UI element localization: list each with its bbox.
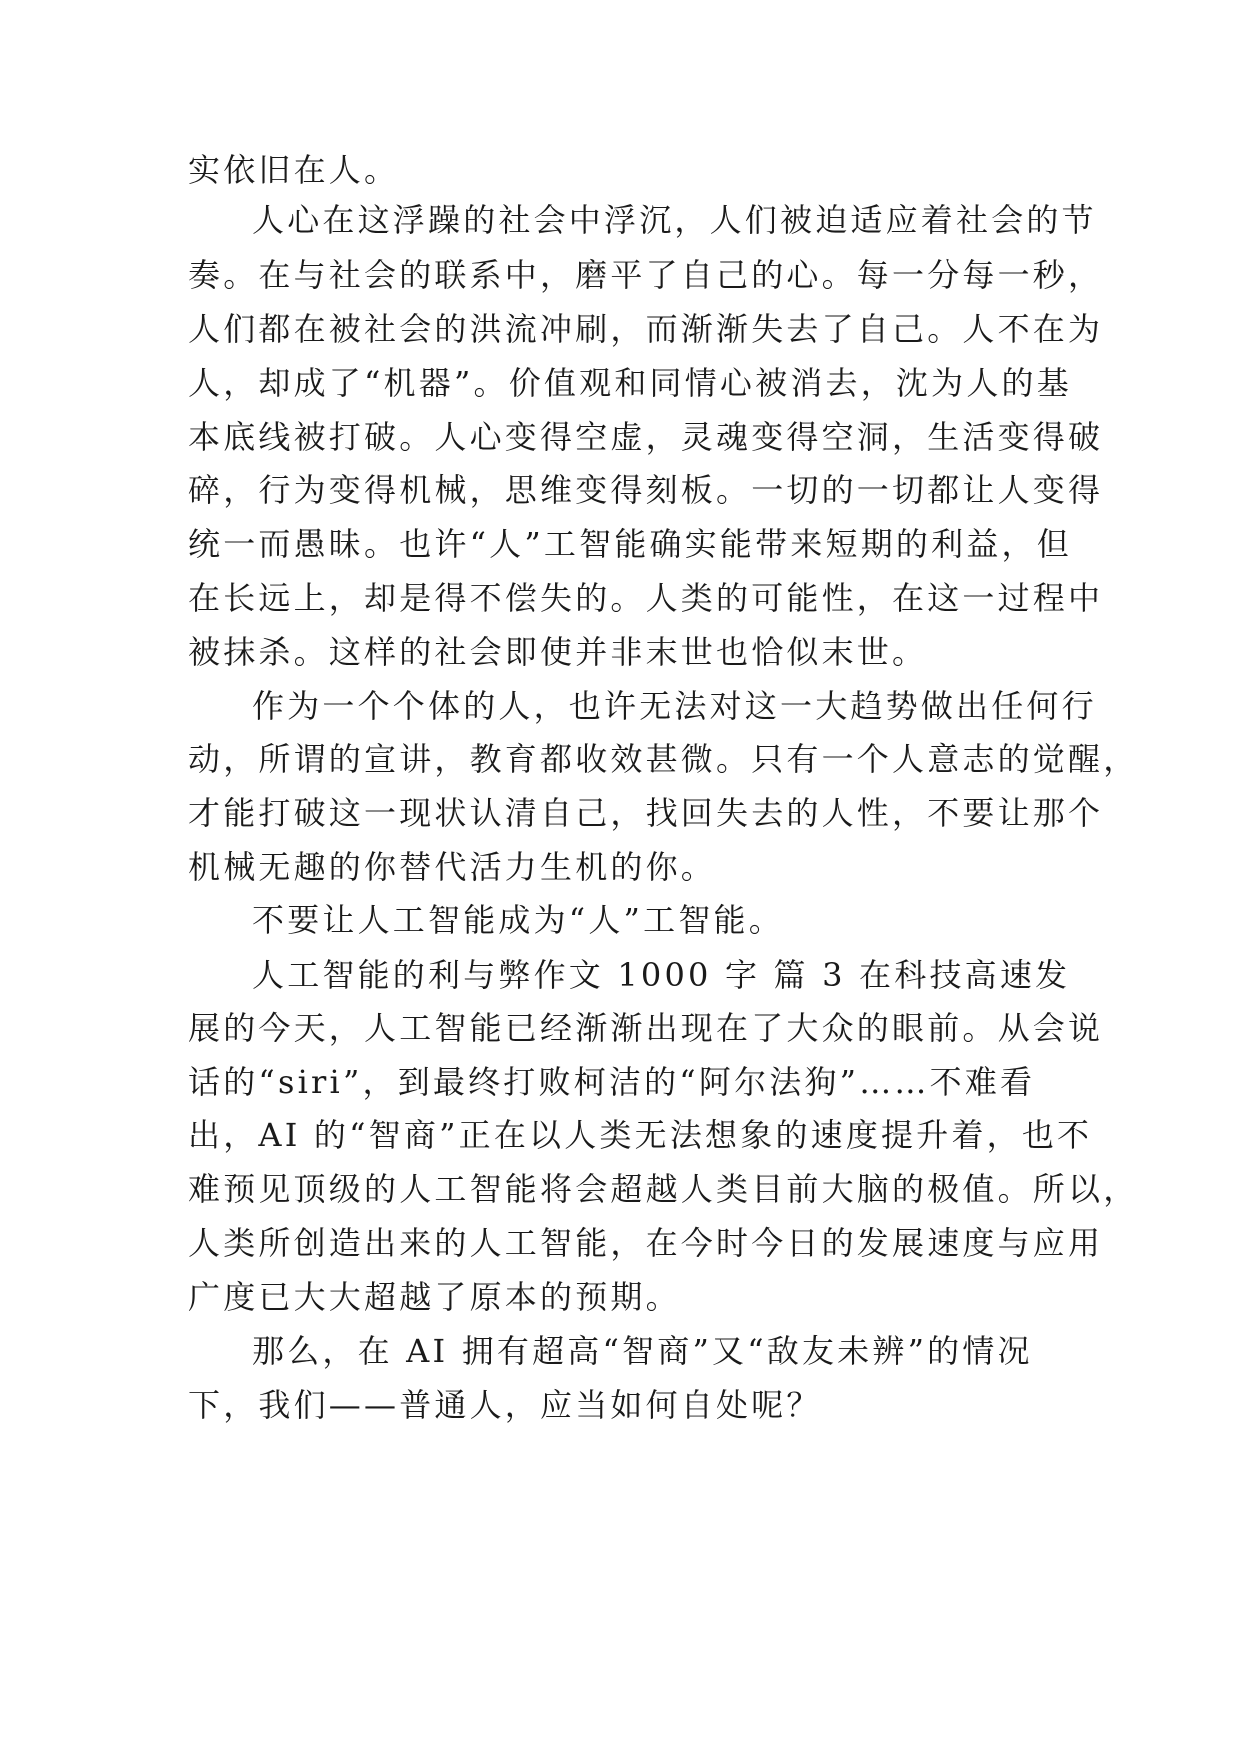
- text-line: 那么，在 AI 拥有超高“智商”又“敌友未辨”的情况: [252, 1332, 1033, 1370]
- text-line: 机械无趣的你替代活力生机的你。: [188, 848, 717, 886]
- text-line: 人，却成了“机器”。价值观和同情心被消去，沈为人的基: [188, 364, 1072, 402]
- text-line: 广度已大大超越了原本的预期。: [188, 1278, 681, 1316]
- text-line: 在长远上，却是得不偿失的。人类的可能性，在这一过程中: [188, 579, 1104, 617]
- text-line: 本底线被打破。人心变得空虚，灵魂变得空洞，生活变得破: [188, 418, 1104, 456]
- text-line: 动，所谓的宣讲，教育都收效甚微。只有一个人意志的觉醒，: [188, 740, 1139, 778]
- text-line: 展的今天，人工智能已经渐渐出现在了大众的眼前。从会说: [188, 1009, 1104, 1047]
- text-line: 才能打破这一现状认清自己，找回失去的人性，不要让那个: [188, 794, 1104, 832]
- text-line: 人工智能的利与弊作文 1000 字 篇 3 在科技高速发: [252, 956, 1071, 994]
- text-line: 人类所创造出来的人工智能，在今时今日的发展速度与应用: [188, 1224, 1104, 1262]
- text-line: 不要让人工智能成为“人”工智能。: [252, 901, 784, 939]
- text-line: 人们都在被社会的洪流冲刷，而渐渐失去了自己。人不在为: [188, 310, 1104, 348]
- text-line: 奏。在与社会的联系中，磨平了自己的心。每一分每一秒，: [188, 256, 1104, 294]
- text-line: 出，AI 的“智商”正在以人类无法想象的速度提升着，也不: [188, 1116, 1093, 1154]
- text-line: 下，我们——普通人，应当如何自处呢？: [188, 1386, 822, 1424]
- text-line: 话的“siri”，到最终打败柯洁的“阿尔法狗”……不难看: [188, 1063, 1036, 1101]
- text-line: 被抹杀。这样的社会即使并非末世也恰似末世。: [188, 633, 928, 671]
- text-line: 难预见顶级的人工智能将会超越人类目前大脑的极值。所以，: [188, 1170, 1139, 1208]
- text-line: 实依旧在人。: [188, 151, 400, 189]
- text-line: 作为一个个体的人，也许无法对这一大趋势做出任何行: [252, 687, 1097, 725]
- text-line: 碎，行为变得机械，思维变得刻板。一切的一切都让人变得: [188, 471, 1104, 509]
- text-line: 人心在这浮躁的社会中浮沉，人们被迫适应着社会的节: [252, 201, 1097, 239]
- text-line: 统一而愚昧。也许“人”工智能确实能带来短期的利益，但: [188, 525, 1072, 563]
